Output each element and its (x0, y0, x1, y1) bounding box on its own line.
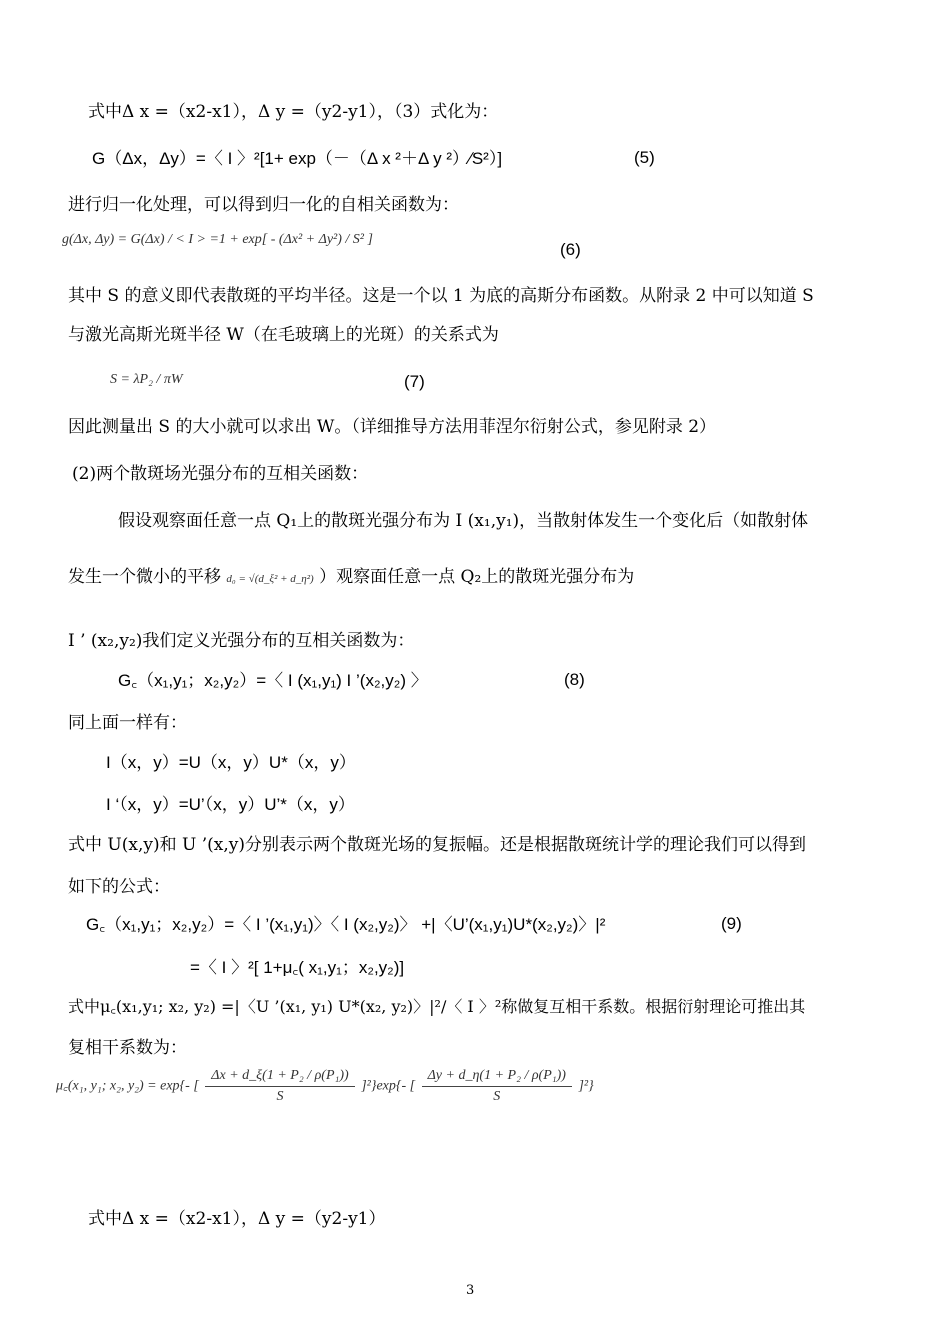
fraction-x-numerator: Δx + d_ξ(1 + P₂ / ρ(P₁)) (205, 1068, 354, 1087)
text-line-complex-amplitude: 式中 U(x,y)和 U ’(x,y)分别表示两个散斑光场的复振幅。还是根据散斑统计学的理论我们可以得到 (68, 835, 806, 855)
text-line-same: 同上面一样有： (68, 713, 187, 733)
equation-8: G꜀（x₁,y₁；x₂,y₂）=〈 I (x₁,y₁) I ’(x₂,y₂) 〉 (118, 671, 428, 690)
equation-mu-lhs: μ꜀(x₁, y₁; x₂, y₂) = exp{- [ (56, 1078, 199, 1094)
equation-9: G꜀（x₁,y₁；x₂,y₂）=〈 I ’(x₁,y₁)〉〈 I (x₂,y₂)〉 +|〈U’(x₁,y₁)U*(x₂,y₂)〉|² (86, 915, 606, 934)
equation-intensity: I（x，y）=U（x，y）U*（x，y） (106, 753, 356, 772)
text-line-relation: 与激光高斯光斑半径 W（在毛玻璃上的光斑）的关系式为 (68, 325, 499, 345)
text-line-delta-def: 式中Δ x =（x2-x1），Δ y =（y2-y1），（3）式化为： (88, 102, 499, 122)
equation-number-6: (6) (560, 240, 581, 259)
text-line-mu-def: 式中μ꜀(x₁,y₁; x₂, y₂) =|〈U ’(x₁, y₁) U*(x₂, y₂)〉|²∕〈 I 〉²称做复互相干系数。根据衍射理论可推出其 (68, 997, 806, 1016)
text-line-coherence: 复相干系数为： (68, 1038, 187, 1058)
equation-mu-mid: ]²}exp{- [ (361, 1078, 416, 1094)
fraction-x (205, 1068, 354, 1105)
equation-mu (56, 1068, 594, 1105)
text-line-define-cross: I ’ (x₂,y₂)我们定义光强分布的互相关函数为： (68, 631, 415, 651)
text-line-normalize: 进行归一化处理，可以得到归一化的自相关函数为： (68, 195, 459, 215)
equation-d0: d₀ = √(d_ξ² + d_η²) (226, 573, 314, 585)
equation-number-9: (9) (721, 914, 742, 933)
text-line-assume: 假设观察面任意一点 Q₁上的散斑光强分布为 I (x₁,y₁)，当散射体发生一个变化后（如散射体 (118, 511, 809, 531)
equation-mu-end: ]²} (578, 1078, 594, 1094)
text-line-s-meaning: 其中 S 的意义即代表散斑的平均半径。这是一个以 1 为底的高斯分布函数。从附录 2 中可以知道 S (68, 286, 814, 306)
text-shift-suffix: ）观察面任意一点 Q₂上的散斑光强分布为 (319, 567, 635, 587)
text-line-formula-intro: 如下的公式： (68, 877, 170, 897)
text-line-delta-def-2: 式中Δ x =（x2-x1），Δ y =（y2-y1） (88, 1209, 386, 1229)
equation-7: S = λP₂ / πW (110, 372, 183, 387)
equation-intensity-prime: I ‘（x，y）=U’（x，y）U’*（x，y） (106, 795, 355, 814)
fraction-y-numerator: Δy + d_η(1 + P₂ / ρ(P₁)) (422, 1068, 572, 1087)
fraction-y (422, 1068, 572, 1105)
text-shift-prefix: 发生一个微小的平移 (68, 567, 221, 587)
text-line-measure: 因此测量出 S 的大小就可以求出 W。（详细推导方法用菲涅尔衍射公式，参见附录 2） (68, 417, 717, 437)
equation-number-8: (8) (564, 670, 585, 689)
equation-9-continued: =〈 I 〉²[ 1+μ꜀( x₁,y₁；x₂,y₂)] (190, 958, 405, 977)
equation-number-7: (7) (404, 372, 425, 391)
equation-5: G（Δx，Δy）=〈 I 〉²[1+ exp（－（Δ x ²＋Δ y ²）∕S²）] (92, 149, 503, 168)
fraction-x-denominator: S (276, 1089, 284, 1104)
fraction-y-denominator: S (493, 1089, 501, 1104)
equation-6: g(Δx, Δy) = G(Δx) / < I > =1 + exp[ - (Δx² + Δy²) / S² ] (62, 232, 373, 247)
text-line-shift (68, 566, 634, 590)
equation-number-5: (5) (634, 148, 655, 167)
section-heading-cross-correlation: (2)两个散斑场光强分布的互相关函数： (72, 464, 369, 484)
page-number: 3 (466, 1283, 475, 1298)
